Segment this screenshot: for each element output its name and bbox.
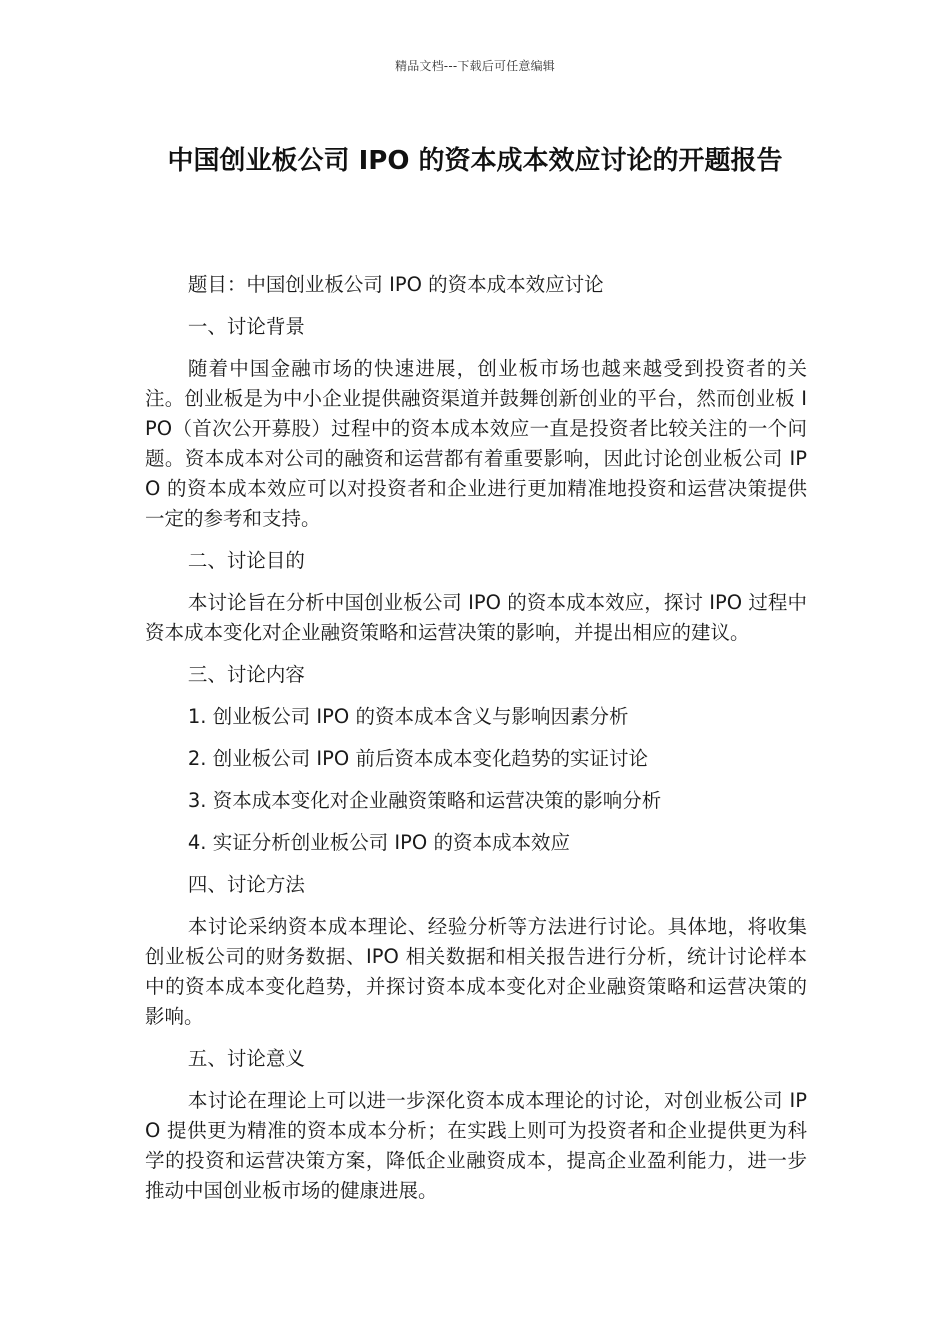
significance-heading: 五、讨论意义 <box>187 1047 305 1070</box>
method-heading: 四、讨论方法 <box>187 873 305 896</box>
content-item: 1. 创业板公司 IPO 的资本成本含义与影响因素分析 <box>187 705 629 728</box>
content-heading: 三、讨论内容 <box>187 663 305 686</box>
background-paragraph: 随着中国金融市场的快速进展，创业板市场也越来越受到投资者的关注。创业板是为中小企业提供融资渠道并鼓舞创新创业的平台，然而创业板 IPO（首次公开募股）过程中的资本成本效应一直是投资者比较关注的一个问题。资本成本对公司的融资和运营都有着重要影响，因此讨论创业板公司 IPO 的资本成本效应可以对投资者和企业进行更加精准地投资和运营决策提供一定的参考和支持。 <box>145 357 807 530</box>
document-body <box>145 270 807 1218</box>
content-item: 4. 实证分析创业板公司 IPO 的资本成本效应 <box>187 831 570 854</box>
subject-line: 题目：中国创业板公司 IPO 的资本成本效应讨论 <box>187 273 604 296</box>
background-heading: 一、讨论背景 <box>187 315 305 338</box>
purpose-heading: 二、讨论目的 <box>187 549 305 572</box>
content-item: 2. 创业板公司 IPO 前后资本成本变化趋势的实证讨论 <box>187 747 648 770</box>
header-note: 精品文档---下载后可任意编辑 <box>395 59 555 73</box>
method-paragraph: 本讨论采纳资本成本理论、经验分析等方法进行讨论。具体地，将收集创业板公司的财务数据、IPO 相关数据和相关报告进行分析，统计讨论样本中的资本成本变化趋势，并探讨资本成本变化对企业融资策略和运营决策的影响。 <box>145 915 807 1028</box>
document-title: 中国创业板公司 IPO 的资本成本效应讨论的开题报告 <box>167 146 783 176</box>
purpose-paragraph: 本讨论旨在分析中国创业板公司 IPO 的资本成本效应，探讨 IPO 过程中资本成本变化对企业融资策略和运营决策的影响，并提出相应的建议。 <box>145 591 807 644</box>
content-item: 3. 资本成本变化对企业融资策略和运营决策的影响分析 <box>187 789 662 812</box>
significance-paragraph: 本讨论在理论上可以进一步深化资本成本理论的讨论，对创业板公司 IPO 提供更为精准的资本成本分析；在实践上则可为投资者和企业提供更为科学的投资和运营决策方案，降低企业融资成本，提高企业盈利能力，进一步推动中国创业板市场的健康进展。 <box>145 1089 807 1202</box>
